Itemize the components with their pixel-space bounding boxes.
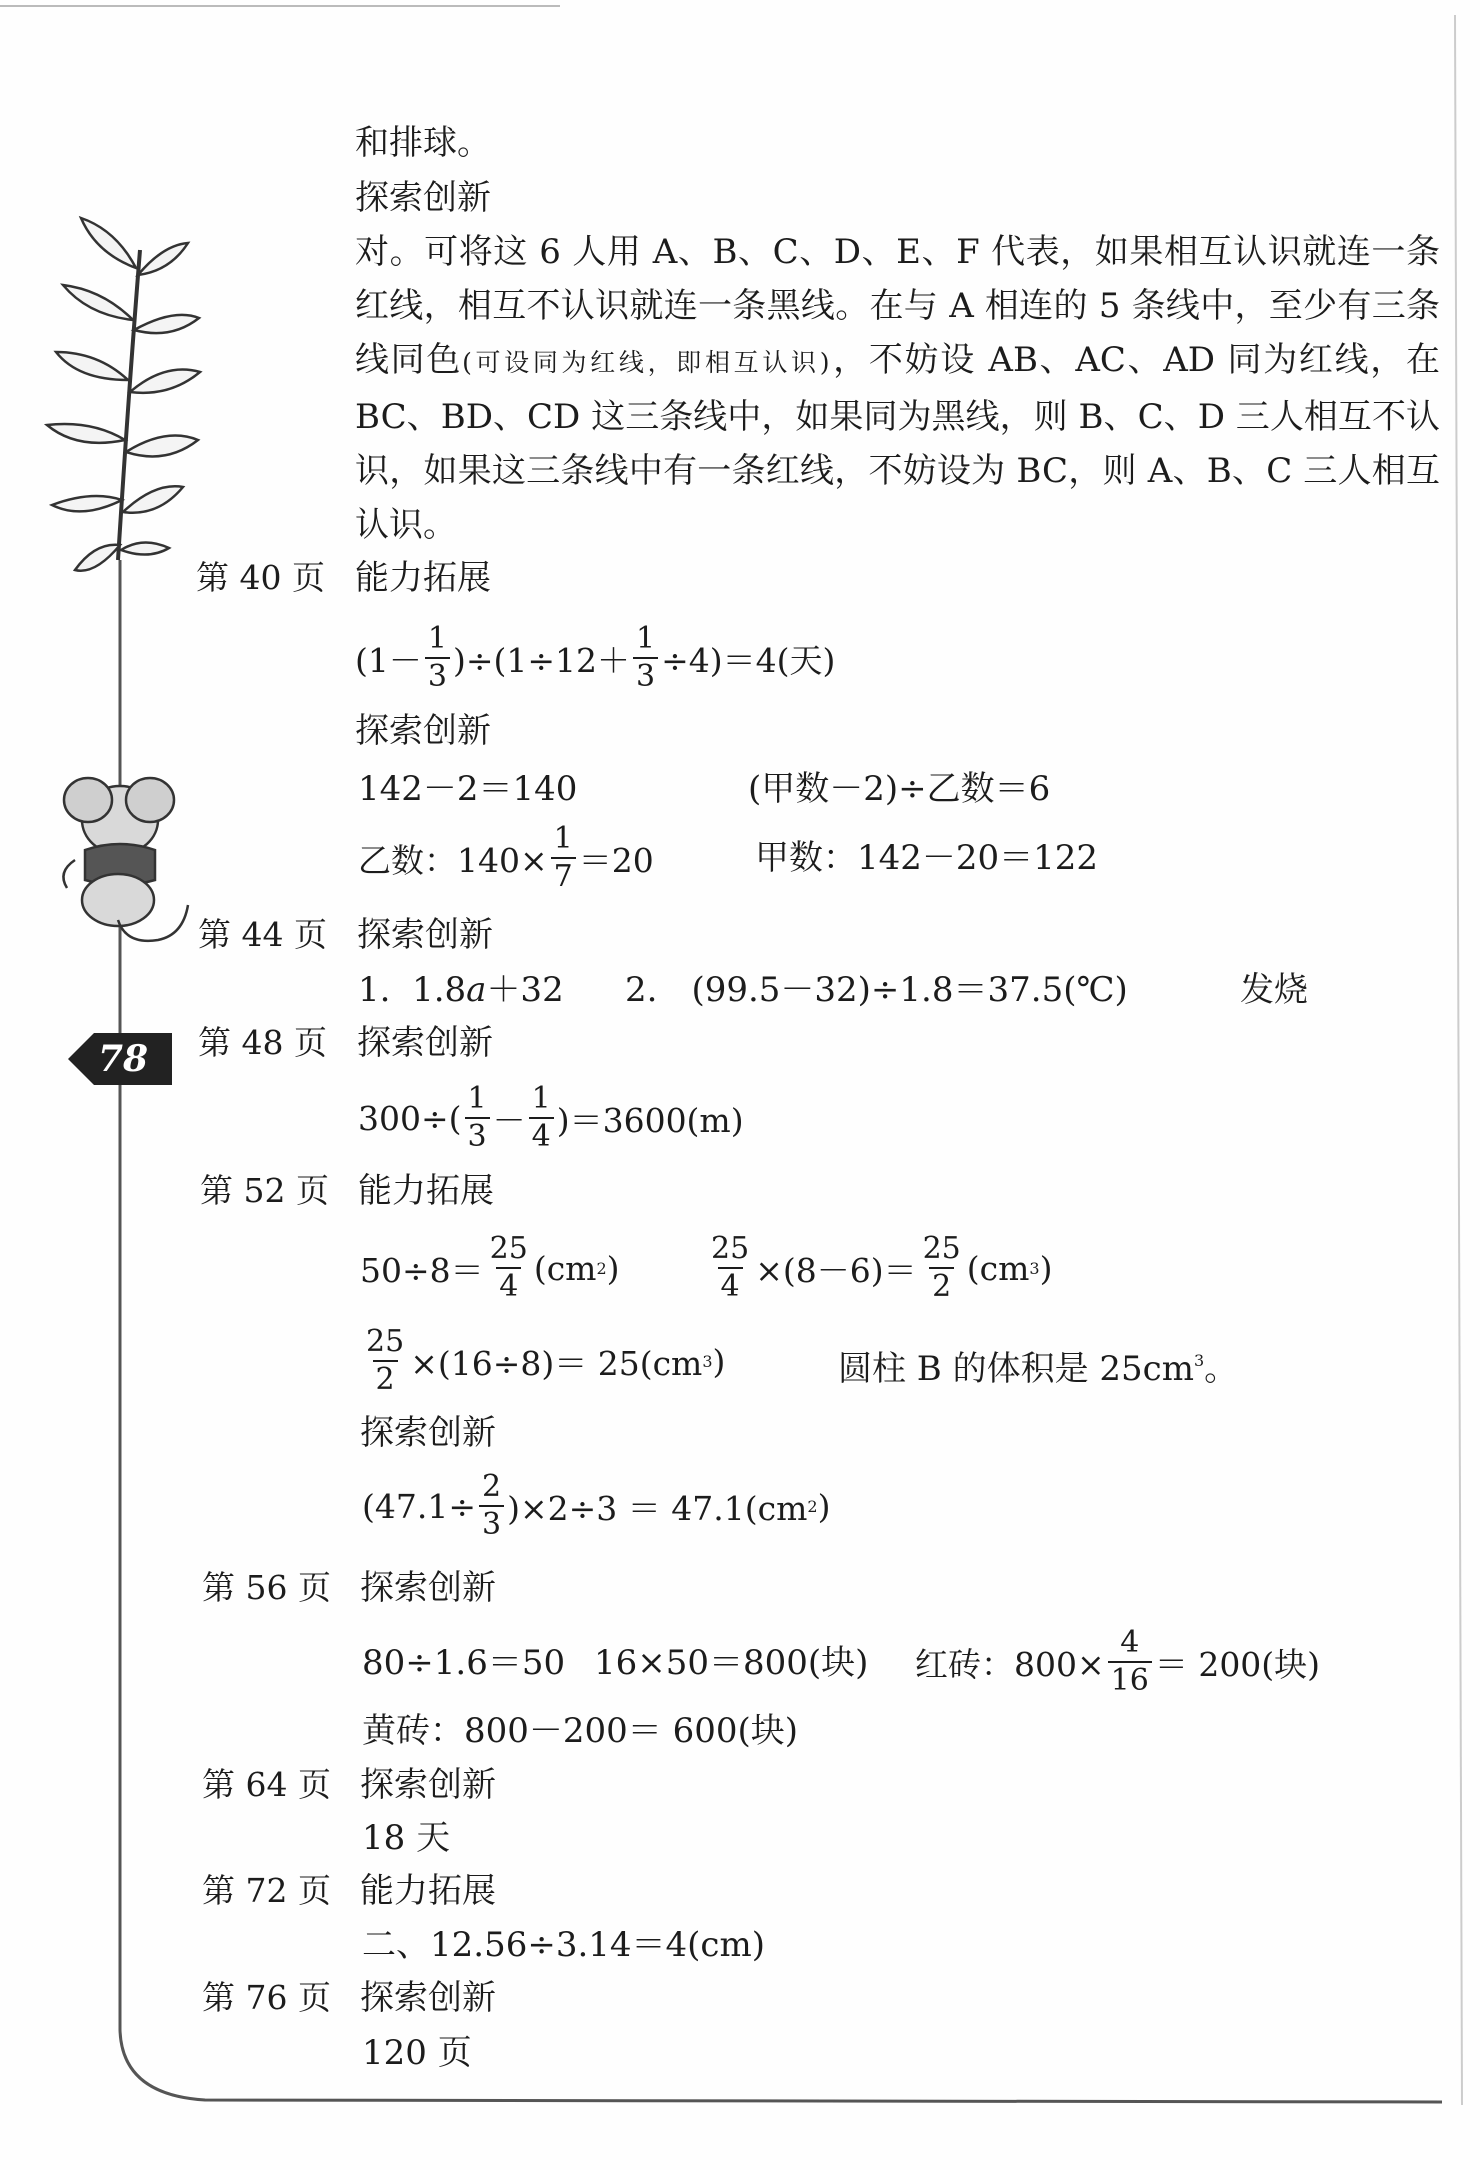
p56-equation-4: 黄砖：800－200＝ 600(块) <box>362 1711 799 1751</box>
p40-equation-1: (1－ $\frac{1}{3}$ )÷(1÷12＋ $\frac{1}{3}$ ÷4)＝4(天) <box>355 621 836 694</box>
intro-heading: 探索创新 <box>355 178 491 218</box>
p52-heading-2: 探索创新 <box>360 1413 496 1453</box>
p44-heading: 探索创新 <box>357 915 493 955</box>
p48-equation: 300÷( $\frac{1}{3}$ － $\frac{1}{4}$ )＝3600(m) <box>358 1081 744 1154</box>
mouse-illustration <box>63 778 188 941</box>
p64-answer: 18 天 <box>362 1818 451 1858</box>
p76-answer: 120 页 <box>362 2033 472 2073</box>
p56-equation-1: 80÷1.6＝50 <box>362 1643 566 1683</box>
page-label-52: 第 52 页 <box>200 1171 329 1210</box>
intro-paragraph: 对。可将这 6 人用 A、B、C、D、E、F 代表，如果相互认识就连一条红线，相互不认识就连一条黑线。在与 A 相连的 5 条线中，至少有三条线同色(可设同为红线，即相互认识)，不妨设 AB、AC、AD 同为红线，在 BC、BD、CD 这三条线中，如果同为黑线，则 B、C、D 三人相互不认识，如果这三条线中有一条红线，不妨设为 BC，则 A、B、C 三人相互认识。 <box>355 232 1440 545</box>
carry-over-text: 和排球。 <box>355 123 491 163</box>
p40-line2-right: 甲数：142－20＝122 <box>755 838 1099 878</box>
p48-heading: 探索创新 <box>357 1023 493 1063</box>
p56-equation-2: 16×50＝800(块) <box>594 1643 869 1683</box>
bamboo-illustration <box>47 218 200 571</box>
p72-answer: 二、12.56÷3.14＝4(cm) <box>362 1925 765 1965</box>
p40-line1-left: 142－2＝140 <box>358 769 578 809</box>
page-label-40: 第 40 页 <box>196 558 325 597</box>
page-label-44: 第 44 页 <box>198 915 327 954</box>
p72-heading: 能力拓展 <box>360 1871 496 1911</box>
p52-heading-1: 能力拓展 <box>358 1171 494 1211</box>
p40-line2-left: 乙数：140× $\frac{1}{7}$ ＝20 <box>358 821 654 894</box>
p40-heading-2: 探索创新 <box>355 711 491 751</box>
p56-heading: 探索创新 <box>360 1568 496 1608</box>
p52-equation-1: 50÷8＝ $\frac{25}{4}$ (cm 2 ) <box>360 1231 620 1304</box>
p52-equation-3: $\frac{25}{2}$ ×(16÷8)＝ 25(cm 3 ) <box>366 1324 726 1397</box>
p76-heading: 探索创新 <box>360 1978 496 2018</box>
p40-heading-1: 能力拓展 <box>355 558 491 598</box>
page-label-72: 第 72 页 <box>202 1871 331 1910</box>
p44-item-2: 2. (99.5－32)÷1.8＝37.5(℃) <box>625 970 1128 1010</box>
p44-item-2-note: 发烧 <box>1240 970 1308 1010</box>
page-label-64: 第 64 页 <box>202 1765 331 1804</box>
p40-line1-right: (甲数－2)÷乙数＝6 <box>748 769 1051 809</box>
p52-equation-2: $\frac{25}{4}$ ×(8－6)＝ $\frac{25}{2}$ (cm 3 ) <box>711 1231 1053 1304</box>
p44-item-1: 1. 1.8a＋32 <box>358 970 564 1010</box>
p52-equation-3-note: 圆柱 B 的体积是 $25cm^3$。 <box>838 1349 1239 1389</box>
p64-heading: 探索创新 <box>360 1765 496 1805</box>
p56-equation-3: 红砖：800× $\frac{4}{16}$ ＝ 200(块) <box>915 1625 1321 1698</box>
page-label-76: 第 76 页 <box>202 1978 331 2017</box>
p52-equation-4: (47.1÷ $\frac{2}{3}$ )×2÷3 ＝ 47.1(cm 2 ) <box>362 1469 831 1542</box>
page-label-48: 第 48 页 <box>198 1023 327 1062</box>
page-label-56: 第 56 页 <box>202 1568 331 1607</box>
page-number: 78 <box>98 1038 149 1080</box>
